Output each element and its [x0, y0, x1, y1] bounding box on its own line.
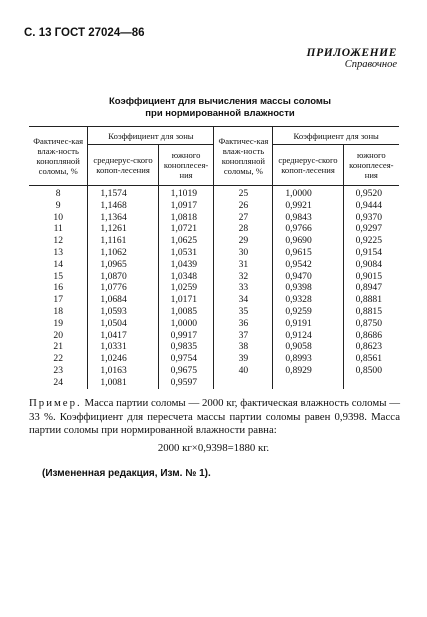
coef-south-cell: 1,0531 — [158, 247, 214, 259]
coef-south-cell: 0,8947 — [343, 282, 399, 294]
coef-middle-cell: 0,9843 — [273, 212, 343, 224]
coef-south-cell: 0,9754 — [158, 353, 214, 365]
moisture-cell: 38 — [214, 341, 273, 353]
table-row — [29, 200, 399, 212]
coef-south-cell: 0,9597 — [158, 377, 214, 389]
table-row — [29, 259, 399, 271]
header-zone-middle-left: среднерус-ского копоп-лесения — [88, 145, 158, 186]
moisture-cell: 20 — [53, 329, 63, 341]
coef-middle-cell: 0,9470 — [273, 271, 343, 283]
coef-middle-cell: 0,9542 — [273, 259, 343, 271]
coef-south-cell: 0,8561 — [343, 353, 399, 365]
appendix-title: ПРИЛОЖЕНИЕ — [306, 47, 397, 59]
appendix-subtitle: Справочное — [344, 59, 397, 70]
coef-middle-cell: 1,1364 — [88, 212, 158, 224]
coef-south-cell: 1,0818 — [158, 212, 214, 224]
coef-south-cell — [343, 377, 399, 389]
example-formula: 2000 кг×0,9398=1880 кг. — [157, 442, 270, 454]
coef-middle-cell: 1,1161 — [88, 235, 158, 247]
moisture-cell: 27 — [214, 212, 273, 224]
coef-middle-cell — [273, 377, 343, 389]
coef-middle-cell: 1,1468 — [88, 200, 158, 212]
coef-south-cell: 0,9015 — [343, 271, 399, 283]
moisture-cell: 24 — [53, 376, 63, 388]
moisture-cell: 13 — [53, 246, 63, 258]
coef-middle-cell: 0,9398 — [273, 282, 343, 294]
header-zone-south-right: южного коноплесея-ния — [343, 145, 399, 186]
moisture-cell: 15 — [53, 270, 63, 282]
coef-middle-cell: 1,1261 — [88, 223, 158, 235]
coef-south-cell: 1,0721 — [158, 223, 214, 235]
table-row — [29, 377, 399, 389]
moisture-cell: 9 — [55, 199, 61, 211]
moisture-cell: 12 — [53, 235, 63, 247]
coef-middle-cell: 1,0081 — [88, 377, 158, 389]
table-row — [29, 294, 399, 306]
table-row — [29, 365, 399, 377]
coef-middle-cell: 1,0331 — [88, 341, 158, 353]
coef-middle-cell: 0,9921 — [273, 200, 343, 212]
table-row — [29, 247, 399, 259]
coef-middle-cell: 1,0870 — [88, 271, 158, 283]
moisture-cell: 35 — [214, 306, 273, 318]
moisture-cell: 8 — [55, 188, 61, 199]
coef-middle-cell: 0,9124 — [273, 330, 343, 342]
coef-south-cell: 0,8500 — [343, 365, 399, 377]
coef-middle-cell: 0,8993 — [273, 353, 343, 365]
coef-south-cell: 1,0439 — [158, 259, 214, 271]
coef-south-cell: 0,9917 — [158, 330, 214, 342]
moisture-cell: 17 — [53, 294, 63, 306]
header-coef-right: Коэффициент для зоны — [273, 127, 399, 145]
moisture-cell: 19 — [53, 317, 63, 329]
table-title-line2: при нормированной влажности — [145, 108, 295, 119]
coef-south-cell: 1,0259 — [158, 282, 214, 294]
table-row — [29, 306, 399, 318]
moisture-cell: 40 — [214, 365, 273, 377]
coef-south-cell: 0,9520 — [343, 186, 399, 200]
coef-south-cell: 1,0917 — [158, 200, 214, 212]
coef-south-cell: 0,9154 — [343, 247, 399, 259]
coef-middle-cell: 1,0417 — [88, 330, 158, 342]
coef-south-cell: 1,0171 — [158, 294, 214, 306]
coef-south-cell: 0,9084 — [343, 259, 399, 271]
table-body — [29, 186, 399, 389]
coef-south-cell: 1,1019 — [158, 186, 214, 200]
coef-middle-cell: 1,0776 — [88, 282, 158, 294]
coef-middle-cell: 1,0246 — [88, 353, 158, 365]
coef-south-cell: 1,0625 — [158, 235, 214, 247]
coefficient-table — [29, 126, 399, 389]
moisture-cell: 21 — [53, 341, 63, 353]
header-coef-left: Коэффициент для зоны — [88, 127, 214, 145]
coef-south-cell: 0,8815 — [343, 306, 399, 318]
table-row — [29, 353, 399, 365]
coef-middle-cell: 1,1574 — [88, 186, 158, 200]
table-row — [29, 223, 399, 235]
coef-middle-cell: 1,0000 — [273, 186, 343, 200]
table-row — [29, 212, 399, 224]
moisture-cell: 34 — [214, 294, 273, 306]
moisture-cell: 26 — [214, 200, 273, 212]
coef-south-cell: 1,0085 — [158, 306, 214, 318]
amendment-note: (Измененная редакция, Изм. № 1). — [42, 468, 211, 479]
coef-south-cell: 0,8623 — [343, 341, 399, 353]
table-title-line1: Коэффициент для вычисления массы соломы — [108, 96, 332, 107]
coef-middle-cell: 0,9766 — [273, 223, 343, 235]
moisture-cell: 18 — [53, 305, 63, 317]
coef-south-cell: 0,9675 — [158, 365, 214, 377]
moisture-cell: 14 — [53, 258, 63, 270]
moisture-cell: 36 — [214, 318, 273, 330]
moisture-cell: 10 — [53, 211, 63, 223]
coef-south-cell: 0,9370 — [343, 212, 399, 224]
table-row — [29, 235, 399, 247]
appendix-label — [307, 47, 397, 71]
coef-middle-cell: 0,9191 — [273, 318, 343, 330]
coef-middle-cell: 0,9690 — [273, 235, 343, 247]
table-row — [29, 318, 399, 330]
header-moisture-right: Фактичес-кая влаж-ность конопляной соломы, % — [214, 127, 273, 186]
coef-south-cell: 0,9835 — [158, 341, 214, 353]
coef-middle-cell: 0,9615 — [273, 247, 343, 259]
example-lead: Пример. — [29, 397, 82, 409]
table-row — [29, 271, 399, 283]
moisture-cell: 16 — [53, 282, 63, 294]
coef-middle-cell: 1,0163 — [88, 365, 158, 377]
moisture-cell: 39 — [214, 353, 273, 365]
table-row — [29, 282, 399, 294]
coef-middle-cell: 0,9259 — [273, 306, 343, 318]
moisture-cell: 23 — [53, 364, 63, 376]
example-paragraph — [29, 397, 400, 438]
coef-middle-cell: 1,0684 — [88, 294, 158, 306]
moisture-cell: 33 — [214, 282, 273, 294]
table-row — [29, 186, 399, 200]
moisture-cell: 22 — [53, 353, 63, 365]
coef-middle-cell: 0,9058 — [273, 341, 343, 353]
header-zone-middle-right: среднерус-ского копоп-лесения — [273, 145, 343, 186]
page-header: С. 13 ГОСТ 27024—86 — [24, 27, 145, 39]
moisture-cell: 25 — [214, 186, 273, 200]
coef-middle-cell: 1,0965 — [88, 259, 158, 271]
coef-south-cell: 1,0348 — [158, 271, 214, 283]
moisture-cell: 29 — [214, 235, 273, 247]
example-text: Масса партии соломы — 2000 кг, фактическая влажность соломы — 33 %. Коэффициент для пересчета массы партии соломы равен 0,9398. Масса партии соломы при нормированной влажности равна: — [29, 397, 401, 436]
coef-middle-cell: 1,1062 — [88, 247, 158, 259]
moisture-cell: 31 — [214, 259, 273, 271]
coef-south-cell: 0,8881 — [343, 294, 399, 306]
header-zone-south-left: южного коноплесея-ния — [158, 145, 214, 186]
moisture-cell: 28 — [214, 223, 273, 235]
coef-middle-cell: 0,8929 — [273, 365, 343, 377]
coef-south-cell: 0,8750 — [343, 318, 399, 330]
table-title — [50, 96, 390, 120]
coef-south-cell: 1,0000 — [158, 318, 214, 330]
header-moisture-left: Фактичес-кая влаж-ность конопляной соломы, % — [29, 127, 88, 186]
moisture-cell: 30 — [214, 247, 273, 259]
coef-middle-cell: 1,0593 — [88, 306, 158, 318]
table-row — [29, 341, 399, 353]
coef-south-cell: 0,8686 — [343, 330, 399, 342]
table-row — [29, 330, 399, 342]
coef-south-cell: 0,9225 — [343, 235, 399, 247]
moisture-cell: 37 — [214, 330, 273, 342]
coef-middle-cell: 1,0504 — [88, 318, 158, 330]
moisture-cell: 11 — [53, 223, 63, 235]
coef-south-cell: 0,9444 — [343, 200, 399, 212]
moisture-cell — [214, 377, 273, 389]
coef-south-cell: 0,9297 — [343, 223, 399, 235]
moisture-cell: 32 — [214, 271, 273, 283]
coef-middle-cell: 0,9328 — [273, 294, 343, 306]
